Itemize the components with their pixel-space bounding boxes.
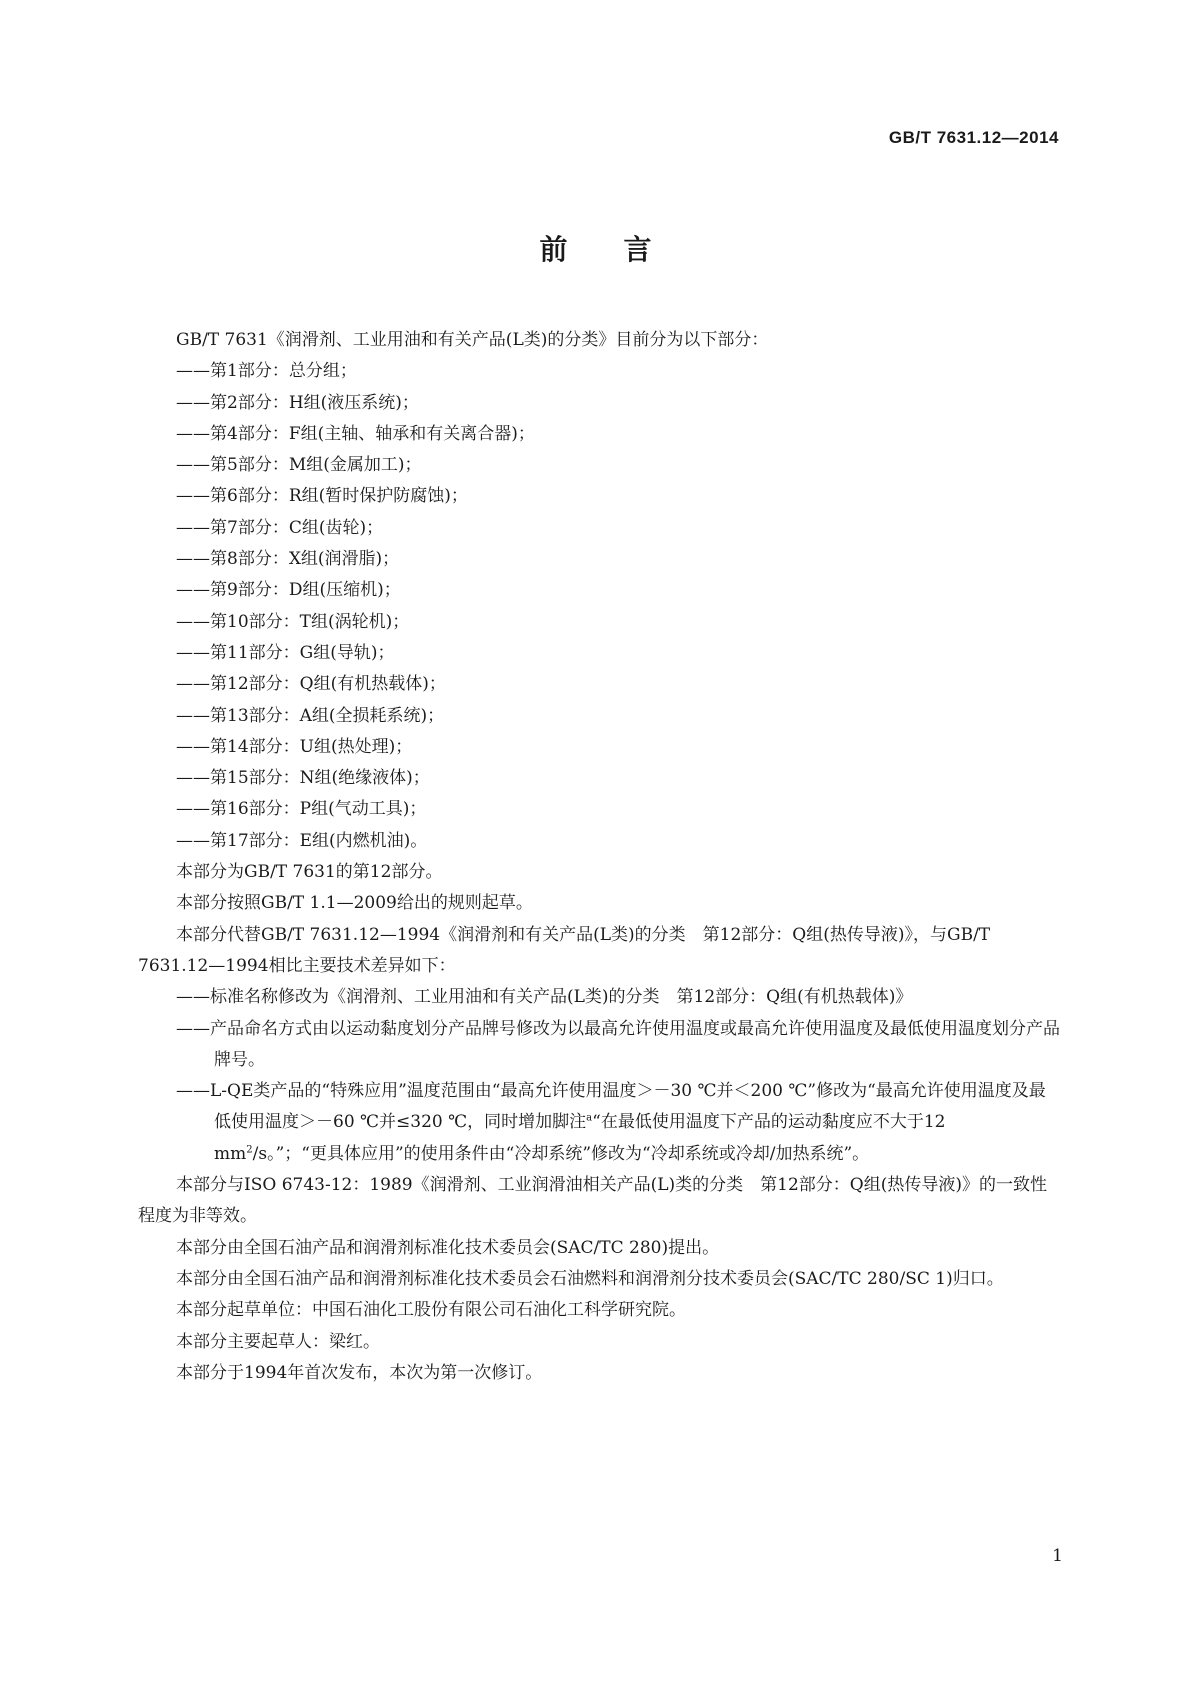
page-title: [0, 228, 1191, 268]
iso-paragraph: 本部分与ISO 6743-12：1989《润滑剂、工业润滑油相关产品(L)类的分类 第12部分：Q组(热传导液)》的一致性程度为非等效。: [138, 1175, 1047, 1227]
page-number: 1: [1052, 1546, 1063, 1566]
change-3-text-b: “在最低使用温度下产品的运动黏度应不大于12 mm: [214, 1112, 946, 1164]
proposed-paragraph: 本部分由全国石油产品和润滑剂标准化技术委员会(SAC/TC 280)提出。: [176, 1237, 720, 1258]
list-item: ——第5部分：M组(金属加工)；: [176, 455, 422, 476]
list-item: ——第14部分：U组(热处理)；: [176, 736, 413, 757]
list-item: ——第15部分：N组(绝缘液体)；: [176, 768, 430, 789]
title-char-1: 前: [539, 233, 568, 266]
list-item: ——第12部分：Q组(有机热载体)；: [176, 674, 446, 695]
change-3-text-a: ——L-QE类产品的“特殊应用”温度范围由“最高允许使用温度＞－30 ℃并＜200 ℃”修改为“最高允许使用温度及最低使用温度＞－60 ℃并≤320 ℃，同时增加脚注: [176, 1081, 1046, 1133]
foreword-body: [138, 325, 1061, 1389]
list-item: ——第9部分：D组(压缩机)；: [176, 580, 401, 601]
footnote-marker: a: [586, 1112, 593, 1124]
list-item: ——第13部分：A组(全损耗系统)；: [176, 705, 445, 726]
list-item: ——第17部分：E组(内燃机油)。: [176, 830, 428, 851]
replace-paragraph: 本部分代替GB/T 7631.12—1994《润滑剂和有关产品(L类)的分类 第12部分：Q组(热传导液)》，与GB/T 7631.12—1994相比主要技术差异如下：: [138, 924, 991, 976]
list-item: ——第10部分：T组(涡轮机)；: [176, 611, 410, 632]
parts-list: [138, 356, 1061, 857]
title-char-2: 言: [623, 233, 652, 266]
list-item: ——第6部分：R组(暂时保护防腐蚀)；: [176, 486, 468, 507]
change-item-1: ——标准名称修改为《润滑剂、工业用油和有关产品(L类)的分类 第12部分：Q组(有机热载体)》: [176, 987, 913, 1008]
drafting-unit-paragraph: 本部分起草单位：中国石油化工股份有限公司石油化工科学研究院。: [176, 1300, 686, 1321]
centralized-paragraph: 本部分由全国石油产品和润滑剂标准化技术委员会石油燃料和润滑剂分技术委员会(SAC/TC 280/SC 1)归口。: [176, 1268, 1004, 1289]
history-paragraph: 本部分于1994年首次发布，本次为第一次修订。: [176, 1362, 543, 1383]
intro-paragraph: GB/T 7631《润滑剂、工业用油和有关产品(L类)的分类》目前分为以下部分：: [176, 330, 769, 350]
drafter-paragraph: 本部分主要起草人：梁红。: [176, 1331, 380, 1352]
change-item-2: ——产品命名方式由以运动黏度划分产品牌号修改为以最高允许使用温度或最高允许使用温度及最低使用温度划分产品牌号。: [176, 1018, 1060, 1070]
list-item: ——第1部分：总分组；: [176, 361, 357, 382]
list-item: ——第16部分：P组(气动工具)；: [176, 799, 427, 820]
superscript-2: 2: [246, 1144, 253, 1156]
change-3-text-c: /s。”；“更具体应用”的使用条件由“冷却系统”修改为“冷却系统或冷却/加热系统”。: [252, 1143, 870, 1164]
list-item: ——第11部分：G组(导轨)；: [176, 642, 395, 663]
list-item: ——第2部分：H组(液压系统)；: [176, 392, 419, 413]
change-item-3: [138, 1076, 1061, 1170]
rules-paragraph: 本部分按照GB/T 1.1—2009给出的规则起草。: [176, 893, 533, 914]
standard-code: GB/T 7631.12—2014: [888, 128, 1059, 147]
list-item: ——第7部分：C组(齿轮)；: [176, 517, 384, 538]
part-of-paragraph: 本部分为GB/T 7631的第12部分。: [176, 862, 443, 883]
list-item: ——第4部分：F组(主轴、轴承和有关离合器)；: [176, 423, 535, 444]
list-item: ——第8部分：X组(润滑脂)；: [176, 549, 400, 570]
